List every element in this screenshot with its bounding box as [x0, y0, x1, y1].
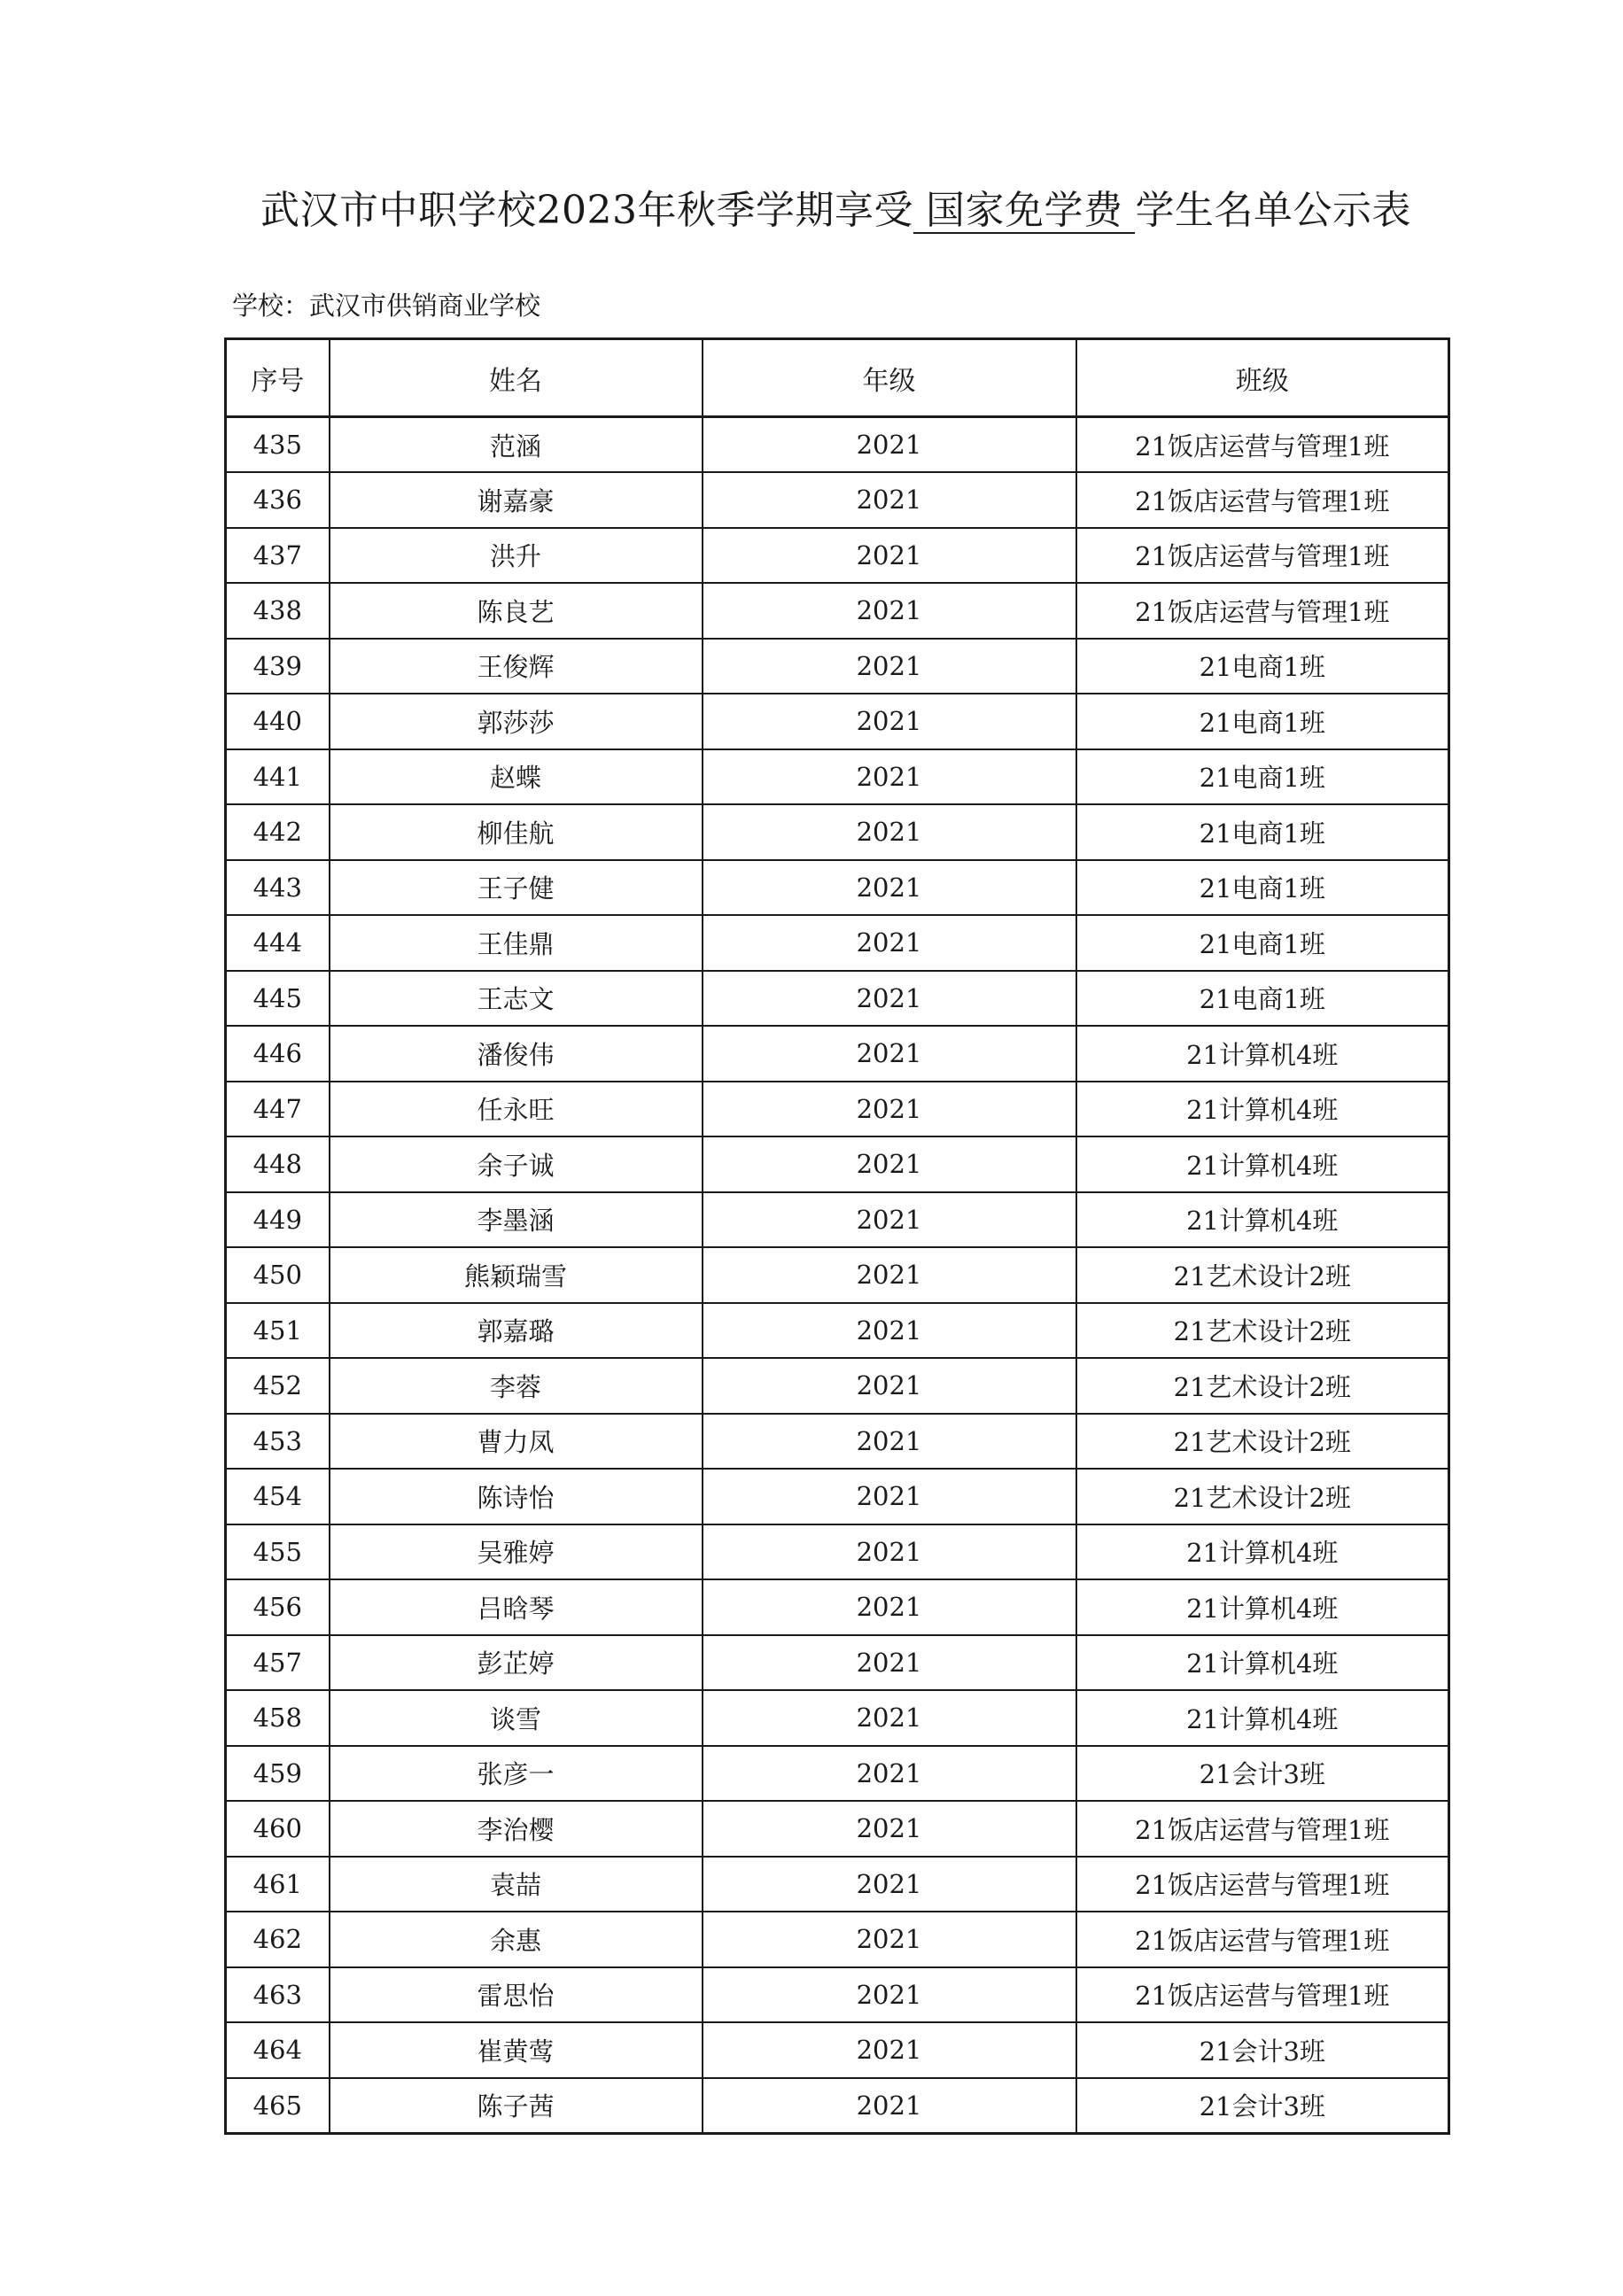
cell-class: 21计算机4班 [1076, 1192, 1449, 1248]
cell-class: 21饭店运营与管理1班 [1076, 417, 1449, 473]
cell-name: 赵蝶 [330, 749, 703, 805]
cell-index: 463 [226, 1967, 330, 2023]
cell-index: 443 [226, 860, 330, 916]
cell-class: 21电商1班 [1076, 915, 1449, 971]
cell-class: 21艺术设计2班 [1076, 1303, 1449, 1359]
cell-index: 449 [226, 1192, 330, 1248]
table-row [226, 1026, 1449, 1082]
cell-class: 21电商1班 [1076, 749, 1449, 805]
cell-index: 461 [226, 1857, 330, 1912]
cell-name: 熊颖瑞雪 [330, 1247, 703, 1303]
cell-class: 21计算机4班 [1076, 1690, 1449, 1746]
cell-class: 21饭店运营与管理1班 [1076, 528, 1449, 584]
cell-name: 柳佳航 [330, 804, 703, 860]
cell-index: 446 [226, 1026, 330, 1082]
table-row [226, 1414, 1449, 1470]
table-row [226, 804, 1449, 860]
table-row [226, 528, 1449, 584]
header-grade: 年级 [703, 339, 1076, 417]
cell-index: 459 [226, 1746, 330, 1802]
cell-index: 442 [226, 804, 330, 860]
cell-index: 448 [226, 1136, 330, 1192]
cell-class: 21饭店运营与管理1班 [1076, 1857, 1449, 1912]
cell-name: 彭芷婷 [330, 1635, 703, 1691]
table-row [226, 915, 1449, 971]
cell-grade: 2021 [703, 1857, 1076, 1912]
cell-index: 462 [226, 1912, 330, 1967]
table-row [226, 1635, 1449, 1691]
title-underlined-subsidy-type: 国家免学费 [913, 190, 1136, 234]
table-row [226, 1358, 1449, 1414]
cell-class: 21艺术设计2班 [1076, 1247, 1449, 1303]
table-row [226, 694, 1449, 749]
table-row [226, 1469, 1449, 1524]
table-row [226, 639, 1449, 694]
cell-class: 21会计3班 [1076, 2022, 1449, 2078]
cell-name: 陈子茜 [330, 2078, 703, 2134]
cell-index: 439 [226, 639, 330, 694]
cell-index: 438 [226, 583, 330, 639]
table-row [226, 583, 1449, 639]
cell-class: 21会计3班 [1076, 2078, 1449, 2134]
cell-name: 洪升 [330, 528, 703, 584]
cell-index: 454 [226, 1469, 330, 1524]
cell-name: 任永旺 [330, 1082, 703, 1137]
cell-grade: 2021 [703, 1635, 1076, 1691]
title-suffix: 学生名单公示表 [1135, 188, 1411, 233]
cell-index: 464 [226, 2022, 330, 2078]
cell-class: 21饭店运营与管理1班 [1076, 1801, 1449, 1857]
cell-index: 450 [226, 1247, 330, 1303]
cell-index: 457 [226, 1635, 330, 1691]
cell-index: 440 [226, 694, 330, 749]
cell-grade: 2021 [703, 583, 1076, 639]
table-row [226, 860, 1449, 916]
table-row [226, 2022, 1449, 2078]
cell-grade: 2021 [703, 915, 1076, 971]
cell-grade: 2021 [703, 749, 1076, 805]
cell-name: 谢嘉豪 [330, 472, 703, 528]
cell-name: 袁喆 [330, 1857, 703, 1912]
cell-grade: 2021 [703, 2022, 1076, 2078]
cell-name: 谈雪 [330, 1690, 703, 1746]
cell-name: 崔黄莺 [330, 2022, 703, 2078]
cell-name: 陈诗怡 [330, 1469, 703, 1524]
cell-class: 21饭店运营与管理1班 [1076, 1912, 1449, 1967]
cell-class: 21电商1班 [1076, 860, 1449, 916]
table-row [226, 2078, 1449, 2134]
cell-index: 453 [226, 1414, 330, 1470]
cell-index: 465 [226, 2078, 330, 2134]
cell-name: 余惠 [330, 1912, 703, 1967]
cell-name: 李蓉 [330, 1358, 703, 1414]
cell-class: 21电商1班 [1076, 971, 1449, 1027]
table-row [226, 1857, 1449, 1912]
cell-grade: 2021 [703, 472, 1076, 528]
cell-grade: 2021 [703, 860, 1076, 916]
cell-class: 21艺术设计2班 [1076, 1358, 1449, 1414]
cell-name: 余子诚 [330, 1136, 703, 1192]
cell-name: 陈良艺 [330, 583, 703, 639]
cell-name: 王佳鼎 [330, 915, 703, 971]
cell-grade: 2021 [703, 528, 1076, 584]
cell-grade: 2021 [703, 1801, 1076, 1857]
cell-class: 21艺术设计2班 [1076, 1414, 1449, 1470]
cell-name: 潘俊伟 [330, 1026, 703, 1082]
table-row [226, 1746, 1449, 1802]
cell-name: 曹力凤 [330, 1414, 703, 1470]
cell-grade: 2021 [703, 1690, 1076, 1746]
cell-index: 441 [226, 749, 330, 805]
cell-class: 21饭店运营与管理1班 [1076, 472, 1449, 528]
cell-index: 455 [226, 1524, 330, 1580]
cell-grade: 2021 [703, 1136, 1076, 1192]
cell-class: 21计算机4班 [1076, 1579, 1449, 1635]
table-row [226, 1801, 1449, 1857]
cell-grade: 2021 [703, 417, 1076, 473]
cell-index: 447 [226, 1082, 330, 1137]
table-header [226, 339, 1449, 417]
cell-index: 456 [226, 1579, 330, 1635]
cell-index: 437 [226, 528, 330, 584]
cell-grade: 2021 [703, 1082, 1076, 1137]
table-row [226, 749, 1449, 805]
school-label: 学校：武汉市供销商业学校 [232, 291, 541, 321]
cell-grade: 2021 [703, 1026, 1076, 1082]
cell-grade: 2021 [703, 1912, 1076, 1967]
cell-grade: 2021 [703, 804, 1076, 860]
cell-name: 李墨涵 [330, 1192, 703, 1248]
cell-class: 21计算机4班 [1076, 1136, 1449, 1192]
title-prefix: 武汉市中职学校2023年秋季学期享受 [260, 188, 913, 233]
header-name: 姓名 [330, 339, 703, 417]
cell-name: 李治樱 [330, 1801, 703, 1857]
table-body [226, 417, 1449, 2134]
cell-grade: 2021 [703, 639, 1076, 694]
table-row [226, 1192, 1449, 1248]
table-row [226, 472, 1449, 528]
table-row [226, 1967, 1449, 2023]
cell-grade: 2021 [703, 2078, 1076, 2134]
cell-name: 雷思怡 [330, 1967, 703, 2023]
cell-grade: 2021 [703, 1414, 1076, 1470]
cell-name: 郭莎莎 [330, 694, 703, 749]
header-index: 序号 [226, 339, 330, 417]
page-title [224, 184, 1448, 237]
table-row [226, 1082, 1449, 1137]
cell-class: 21艺术设计2班 [1076, 1469, 1449, 1524]
cell-class: 21计算机4班 [1076, 1635, 1449, 1691]
cell-name: 范涵 [330, 417, 703, 473]
cell-grade: 2021 [703, 1192, 1076, 1248]
table-row [226, 971, 1449, 1027]
cell-class: 21计算机4班 [1076, 1082, 1449, 1137]
table-row [226, 1690, 1449, 1746]
cell-index: 458 [226, 1690, 330, 1746]
cell-grade: 2021 [703, 1746, 1076, 1802]
cell-name: 郭嘉璐 [330, 1303, 703, 1359]
cell-index: 436 [226, 472, 330, 528]
table-row [226, 417, 1449, 473]
cell-class: 21电商1班 [1076, 804, 1449, 860]
cell-name: 王志文 [330, 971, 703, 1027]
cell-grade: 2021 [703, 1247, 1076, 1303]
cell-grade: 2021 [703, 694, 1076, 749]
cell-name: 王俊辉 [330, 639, 703, 694]
cell-name: 吕晗琴 [330, 1579, 703, 1635]
cell-index: 445 [226, 971, 330, 1027]
table-row [226, 1303, 1449, 1359]
header-class: 班级 [1076, 339, 1449, 417]
cell-class: 21电商1班 [1076, 694, 1449, 749]
cell-index: 452 [226, 1358, 330, 1414]
cell-class: 21电商1班 [1076, 639, 1449, 694]
cell-name: 王子健 [330, 860, 703, 916]
cell-class: 21会计3班 [1076, 1746, 1449, 1802]
cell-grade: 2021 [703, 1358, 1076, 1414]
cell-grade: 2021 [703, 971, 1076, 1027]
table-row [226, 1136, 1449, 1192]
cell-grade: 2021 [703, 1524, 1076, 1580]
cell-class: 21饭店运营与管理1班 [1076, 583, 1449, 639]
cell-grade: 2021 [703, 1303, 1076, 1359]
cell-grade: 2021 [703, 1967, 1076, 2023]
student-roster-table [224, 337, 1450, 2135]
cell-name: 吴雅婷 [330, 1524, 703, 1580]
table-row [226, 1912, 1449, 1967]
cell-class: 21饭店运营与管理1班 [1076, 1967, 1449, 2023]
cell-class: 21计算机4班 [1076, 1026, 1449, 1082]
header-row [226, 339, 1449, 417]
cell-name: 张彦一 [330, 1746, 703, 1802]
table-row [226, 1247, 1449, 1303]
table-row [226, 1524, 1449, 1580]
cell-index: 435 [226, 417, 330, 473]
cell-index: 444 [226, 915, 330, 971]
table-row [226, 1579, 1449, 1635]
cell-grade: 2021 [703, 1469, 1076, 1524]
cell-index: 460 [226, 1801, 330, 1857]
cell-class: 21计算机4班 [1076, 1524, 1449, 1580]
cell-grade: 2021 [703, 1579, 1076, 1635]
cell-index: 451 [226, 1303, 330, 1359]
